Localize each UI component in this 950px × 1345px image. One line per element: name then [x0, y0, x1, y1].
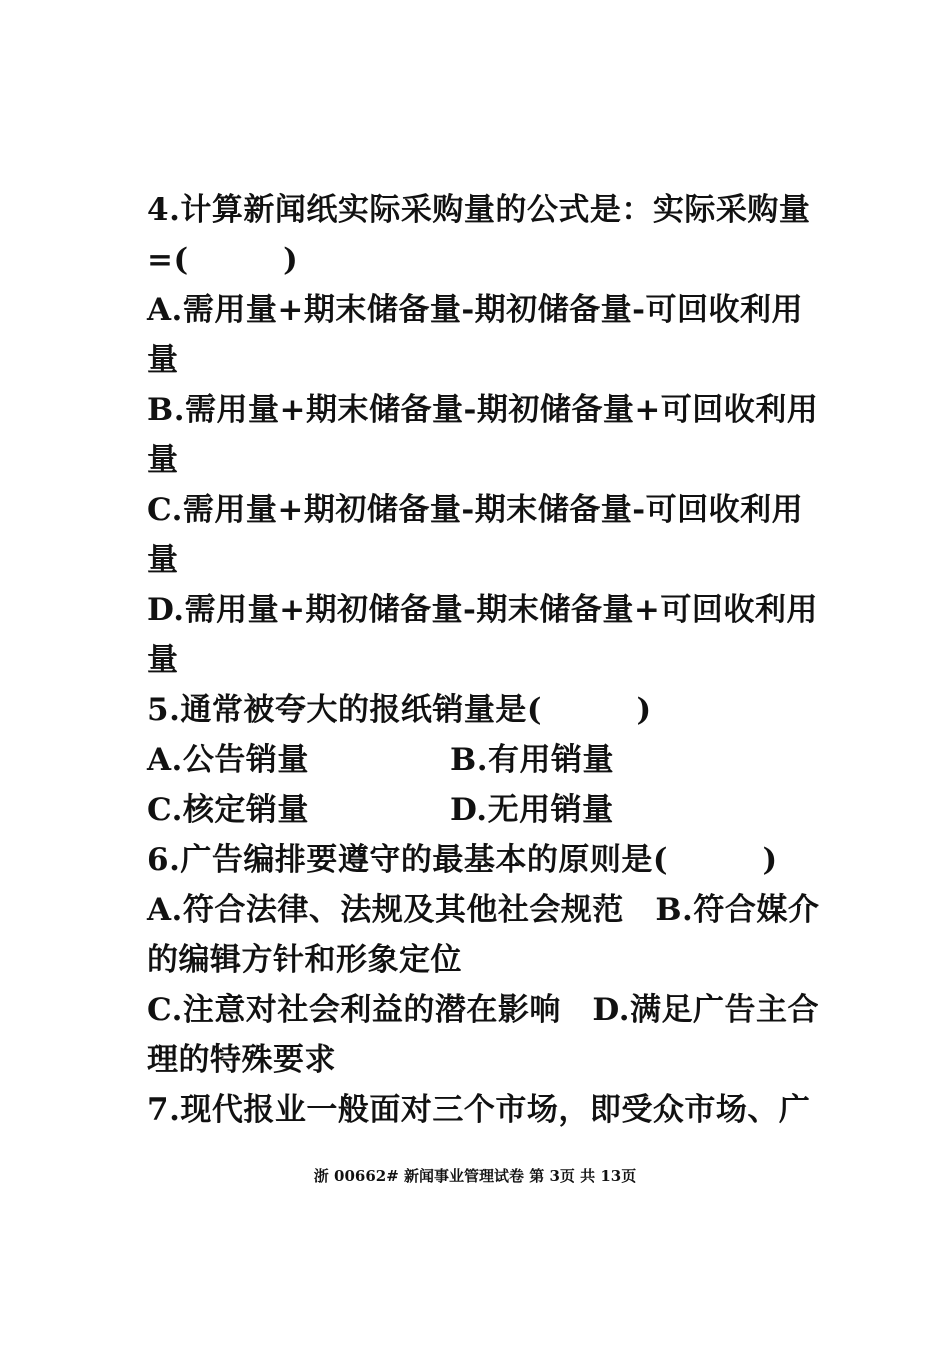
q5-option-b: B.有用销量: [450, 742, 614, 778]
q4-option-c-line2: 量: [147, 542, 179, 578]
page-footer: 浙 00662# 新闻事业管理试卷 第 3页 共 13页: [313, 1167, 637, 1185]
q4-option-b-line1: B.需用量+期末储备量-期初储备量+可回收利用: [147, 392, 819, 428]
q5-stem: 5.通常被夸大的报纸销量是( ): [147, 692, 652, 728]
q4-option-b-line2: 量: [147, 442, 179, 478]
q5-option-c: C.核定销量: [147, 792, 309, 828]
q6-options-line3: C.注意对社会利益的潜在影响 D.满足广告主合: [147, 992, 819, 1028]
q4-option-d-line2: 量: [147, 642, 179, 678]
q6-options-line1: A.符合法律、法规及其他社会规范 B.符合媒介: [147, 892, 820, 928]
q4-option-d-line1: D.需用量+期初储备量-期末储备量+可回收利用: [147, 592, 818, 628]
q4-stem-line2: =( ): [147, 242, 299, 278]
q5-option-d: D.无用销量: [450, 792, 614, 828]
q6-options-line2: 的编辑方针和形象定位: [147, 942, 462, 978]
q6-stem: 6.广告编排要遵守的最基本的原则是( ): [147, 842, 778, 878]
q4-option-a-line1: A.需用量+期末储备量-期初储备量-可回收利用: [147, 292, 804, 328]
q5-option-a: A.公告销量: [147, 742, 309, 778]
q6-options-line4: 理的特殊要求: [147, 1042, 336, 1078]
q4-stem-line1: 4.计算新闻纸实际采购量的公式是：实际采购量: [147, 192, 811, 228]
q7-stem: 7.现代报业一般面对三个市场，即受众市场、广: [147, 1092, 811, 1128]
q4-option-c-line1: C.需用量+期初储备量-期末储备量-可回收利用: [147, 492, 804, 528]
q4-option-a-line2: 量: [147, 342, 179, 378]
